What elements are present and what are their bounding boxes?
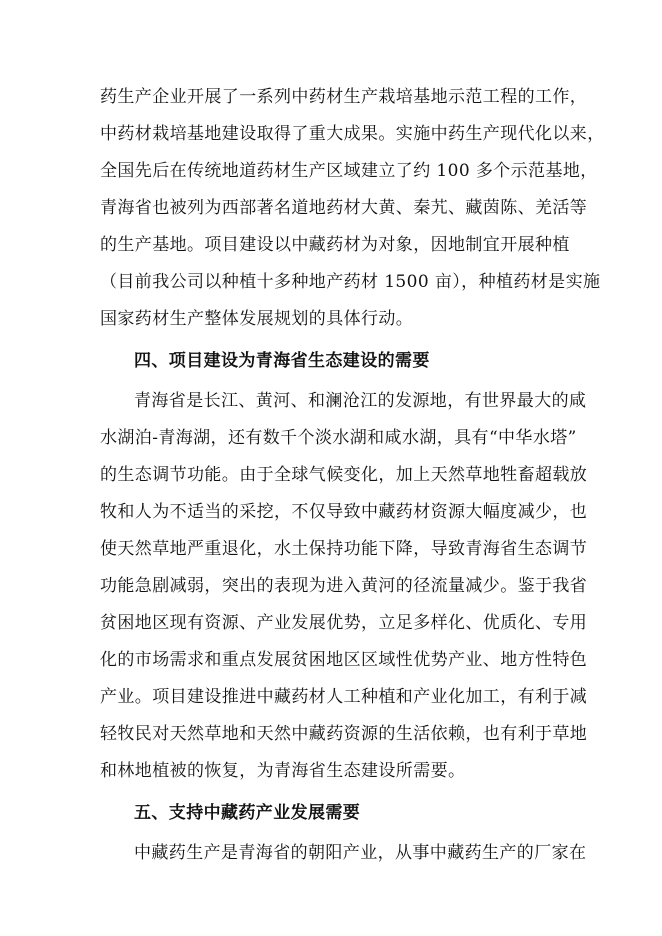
paragraph-line: 中药材栽培基地建设取得了重大成果。实施中药生产现代化以来， bbox=[100, 124, 605, 144]
paragraph-line: 和林地植被的恢复，为青海省生态建设所需要。 bbox=[100, 761, 466, 781]
paragraph-line: 青海省是长江、黄河、和澜沧江的发源地，有世界最大的咸 bbox=[134, 391, 587, 411]
paragraph-line: 水湖泊-青海湖，还有数千个淡水湖和咸水湖，具有“中华水塔” bbox=[100, 428, 577, 448]
paragraph-line: 全国先后在传统地道药材生产区域建立了约 100 多个示范基地， bbox=[100, 161, 598, 181]
paragraph-line: 国家药材生产整体发展规划的具体行动。 bbox=[100, 309, 414, 329]
paragraph-line: 化的市场需求和重点发展贫困地区区域性优势产业、地方性特色 bbox=[100, 650, 588, 670]
paragraph-line: 药生产企业开展了一系列中药材生产栽培基地示范工程的工作， bbox=[100, 87, 588, 107]
paragraph-line: 轻牧民对天然草地和天然中藏药资源的生活依赖，也有利于草地 bbox=[100, 724, 588, 744]
paragraph-line: 贫困地区现有资源、产业发展优势，立足多样化、优质化、专用 bbox=[100, 613, 588, 633]
paragraph-line: 的生态调节功能。由于全球气候变化，加上天然草地牲畜超载放 bbox=[100, 465, 588, 485]
paragraph-line: （目前我公司以种植十多种地产药材 1500 亩），种植药材是实施 bbox=[100, 272, 601, 292]
paragraph-line: 中藏药生产是青海省的朝阳产业，从事中藏药生产的厂家在 bbox=[134, 843, 587, 863]
paragraph-line: 牧和人为不适当的采挖，不仅导致中藏药材资源大幅度减少，也 bbox=[100, 502, 588, 522]
paragraph-line: 使天然草地严重退化，水土保持功能下降，导致青海省生态调节 bbox=[100, 539, 588, 559]
paragraph-line: 产业。项目建设推进中藏药材人工种植和产业化加工，有利于减 bbox=[100, 687, 588, 707]
paragraph-line: 青海省也被列为西部著名道地药材大黄、秦艽、藏茵陈、羌活等 bbox=[100, 198, 588, 218]
paragraph-line: 的生产基地。项目建设以中藏药材为对象，因地制宜开展种植 bbox=[100, 235, 570, 255]
section-heading: 四、项目建设为青海省生态建设的需要 bbox=[134, 351, 430, 371]
section-heading: 五、支持中藏药产业发展需要 bbox=[134, 803, 361, 823]
paragraph-line: 功能急剧减弱，突出的表现为进入黄河的径流量减少。鉴于我省 bbox=[100, 576, 588, 596]
